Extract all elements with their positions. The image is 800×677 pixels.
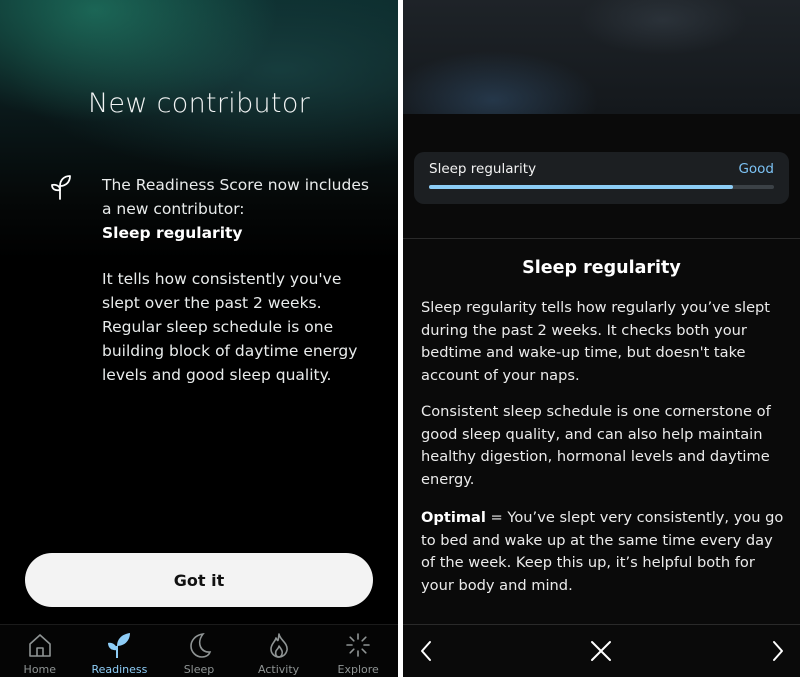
tab-sleep[interactable] [159,625,239,677]
tab-label: Explore [337,663,379,676]
tab-readiness[interactable] [80,625,160,677]
flame-icon [265,631,293,659]
moon-icon [185,631,213,659]
tab-label: Sleep [183,663,215,676]
status-label: Good [738,161,774,177]
sleep-regularity-detail-screen [403,0,800,677]
home-icon [26,631,54,659]
tab-label: Readiness [91,663,148,676]
spark-icon [344,631,372,659]
tab-label: Home [23,663,57,676]
intro-line: The Readiness Score now includes a new contributor: [102,176,369,218]
close-icon[interactable] [589,639,613,663]
paragraph-2: Consistent sleep schedule is one cornerstone of good sleep quality, and can also help maintain healthy digestion, hormonal levels and daytime energy. [421,403,771,488]
divider [403,238,800,239]
sprout-icon [105,631,133,659]
bottom-tab-bar [0,624,398,677]
paragraph-1: Sleep regularity tells how regularly you’ve slept during the past 2 weeks. It checks both your bedtime and wake-up time, but doesn't take account of your naps. [421,299,771,384]
background-photo [403,0,800,114]
card-label: Sleep regularity [429,161,537,177]
screen-title: New contributor [87,88,311,119]
progress-track [429,185,774,189]
progress-fill [429,185,733,189]
got-it-button[interactable]: Got it [25,553,373,607]
tab-activity[interactable] [239,625,319,677]
section-heading: Sleep regularity [522,258,681,278]
readiness-announcement-screen [0,0,398,677]
contributor-description: It tells how consistently you've slept over the past 2 weeks. Regular sleep schedule is one building block of daytime energy levels and good sleep quality. [102,270,358,384]
scroll-fade [403,594,800,626]
contributor-name: Sleep regularity [102,224,243,242]
detail-nav-bar [403,624,800,677]
optimal-text: = You’ve slept very consistently, you go to bed and wake up at the same time every day of the week. Keep this up, it’s helpful both for your body and mind. [421,509,784,594]
chevron-left-icon[interactable] [415,639,439,663]
sprout-icon [50,173,78,201]
tab-explore[interactable] [318,625,398,677]
chevron-right-icon[interactable] [765,639,789,663]
paragraph-optimal [421,507,786,597]
optimal-label: Optimal [421,509,486,526]
tab-label: Activity [258,663,300,676]
contributor-card[interactable] [414,152,789,204]
tab-home[interactable] [0,625,80,677]
intro-text [102,173,382,245]
